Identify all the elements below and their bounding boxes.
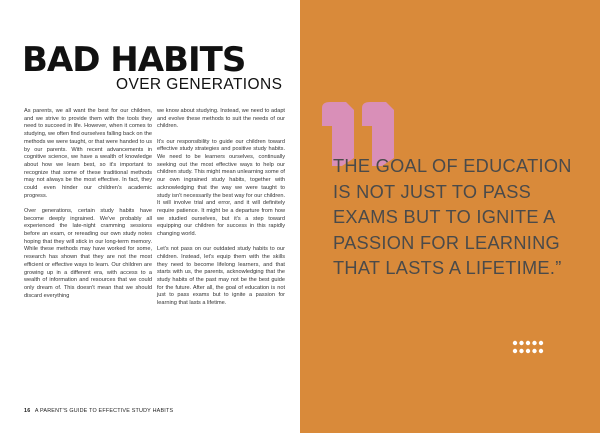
- body-paragraph: As parents, we all want the best for our children, and we strive to provide them with the tools they need to succeed in life. However, when it comes to studying, we often find ourselves falling back on the methods we were taught, or that were handed to us by our parents. With recent advancements in cognitive science, we have a wealth of knowledge about how we learn best, so it's important to recognize that some of these traditional methods may not always be the most effective. In fact, they could even hinder our children's academic progress.: [24, 108, 152, 199]
- article-subtitle: OVER GENERATIONS: [116, 76, 283, 93]
- pull-quote: THE GOAL OF EDUCATION IS NOT JUST TO PASS EXAMS BUT TO IGNITE A PASSION FOR LEARNING THAT LASTS A LIFETIME.”: [333, 156, 572, 278]
- article-title: BAD HABITS: [22, 40, 246, 80]
- page-footer: [24, 408, 173, 414]
- body-paragraph: we know about studying. Instead, we need to adapt and evolve these methods to suit the needs of our children.: [157, 108, 285, 130]
- body-column-2: [157, 108, 285, 315]
- dot-grid-icon: [512, 340, 544, 355]
- right-page: [300, 0, 600, 433]
- page-number: 16: [24, 408, 31, 414]
- body-paragraph: Over generations, certain study habits have become deeply ingrained. We've probably all experienced the late-night cramming sessions before an exam, or rereading our own study notes hoping that they will stick in our long-term memory. While these methods may have worked for some, research has shown that they are not the most efficient or effective ways to learn. Our children are growing up in a different era, with access to a wealth of information and resources that we could only dream of. This doesn't mean that we should discard everything: [24, 207, 152, 299]
- body-paragraph: It's our responsibility to guide our children toward effective study strategies and positive study habits. We need to be learners ourselves, continually seeking out the most effective ways to help our children study. This might mean unlearning some of our own ingrained study habits, together with acknowledging that the way we were taught to study isn't necessarily the best way for our children. It will involve trial and error, and it will definitely require patience. It might be a departure from how we studied ourselves, but it's a step toward equipping our children for success in this rapidly changing world.: [157, 138, 285, 238]
- body-column-1: [24, 108, 152, 308]
- running-footer-title: A PARENT'S GUIDE TO EFFECTIVE STUDY HABITS: [34, 408, 174, 414]
- body-paragraph: Let's not pass on our outdated study habits to our children. Instead, let's equip them with the skills they need to become lifelong learners, and that starts with us, the parents, acknowledging that the study habits of the past may not be the best guide for the future. After all, the goal of education is not just to pass exams but to ignite a passion for learning that lasts a lifetime.: [157, 246, 285, 307]
